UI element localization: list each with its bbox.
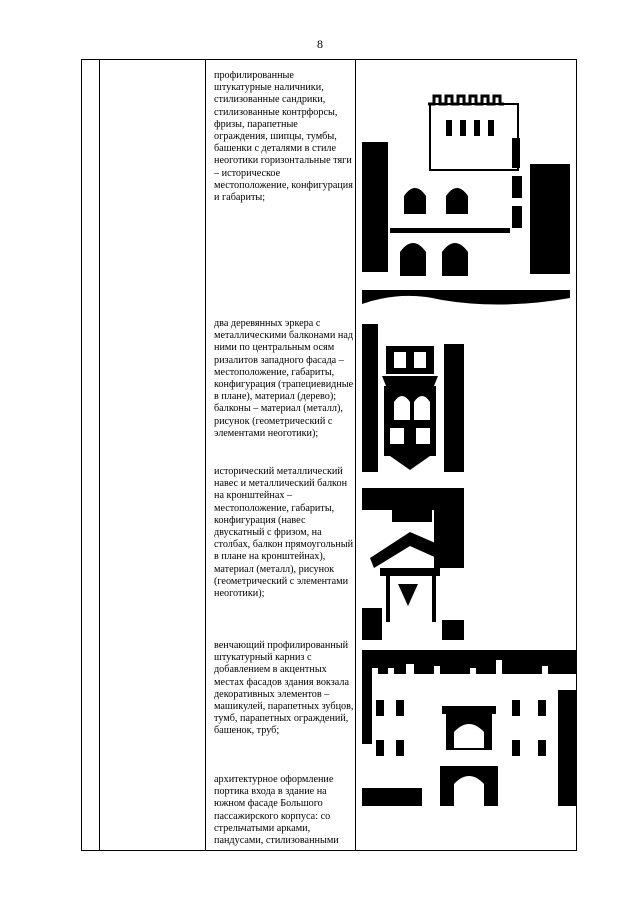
column-divider: [99, 60, 100, 850]
element-description-2: два деревянных эркера с металлическими балконами над ними по центральным осям ризалитов западного фасада – местоположение, габариты, конфигурация (трапециевидные в плане), материал (дерево); балконы – материал (металл), рисунок (геометрический с элементами неоготики);: [214, 318, 354, 439]
column-divider: [205, 60, 206, 850]
bay-window-photo: [362, 324, 464, 472]
element-description-1: профилированные штукатурные наличники, стилизованные сандрики, стилизованные контрфорсы, фризы, парапетные ограждения, шипцы, тумбы, башенки с деталями в стиле неоготики горизонтальные тяги – историческое местоположение, конфигурация и габариты;: [214, 70, 353, 204]
station-cornice-photo: [362, 650, 576, 806]
element-description-3: исторический металлический навес и металлический балкон на кронштейнах – местоположение, габариты, конфигурация (навес двускатный с фризом, на столбах, балкон прямоугольный в плане на кронштейнах), материал (металл), рисунок (геометрический с элементами неоготики);: [214, 466, 354, 600]
element-description-5: архитектурное оформление портика входа в здание на южном фасаде Большого пассажирского корпуса: со стрельчатыми арками, пандусами, стилизованными: [214, 774, 339, 847]
page-number: 8: [317, 37, 323, 51]
canopy-balcony-photo: [362, 488, 464, 640]
element-description-4: венчающий профилированный штукатурный карниз с добавлением в акцентных местах фасадов здания вокзала декоративных элементов – машикулей, парапетных зубцов, тумб, парапетных ограждений, башенок, труб;: [214, 640, 354, 737]
document-table: [81, 59, 577, 851]
column-divider: [355, 60, 356, 850]
facade-tower-photo: [362, 94, 570, 314]
